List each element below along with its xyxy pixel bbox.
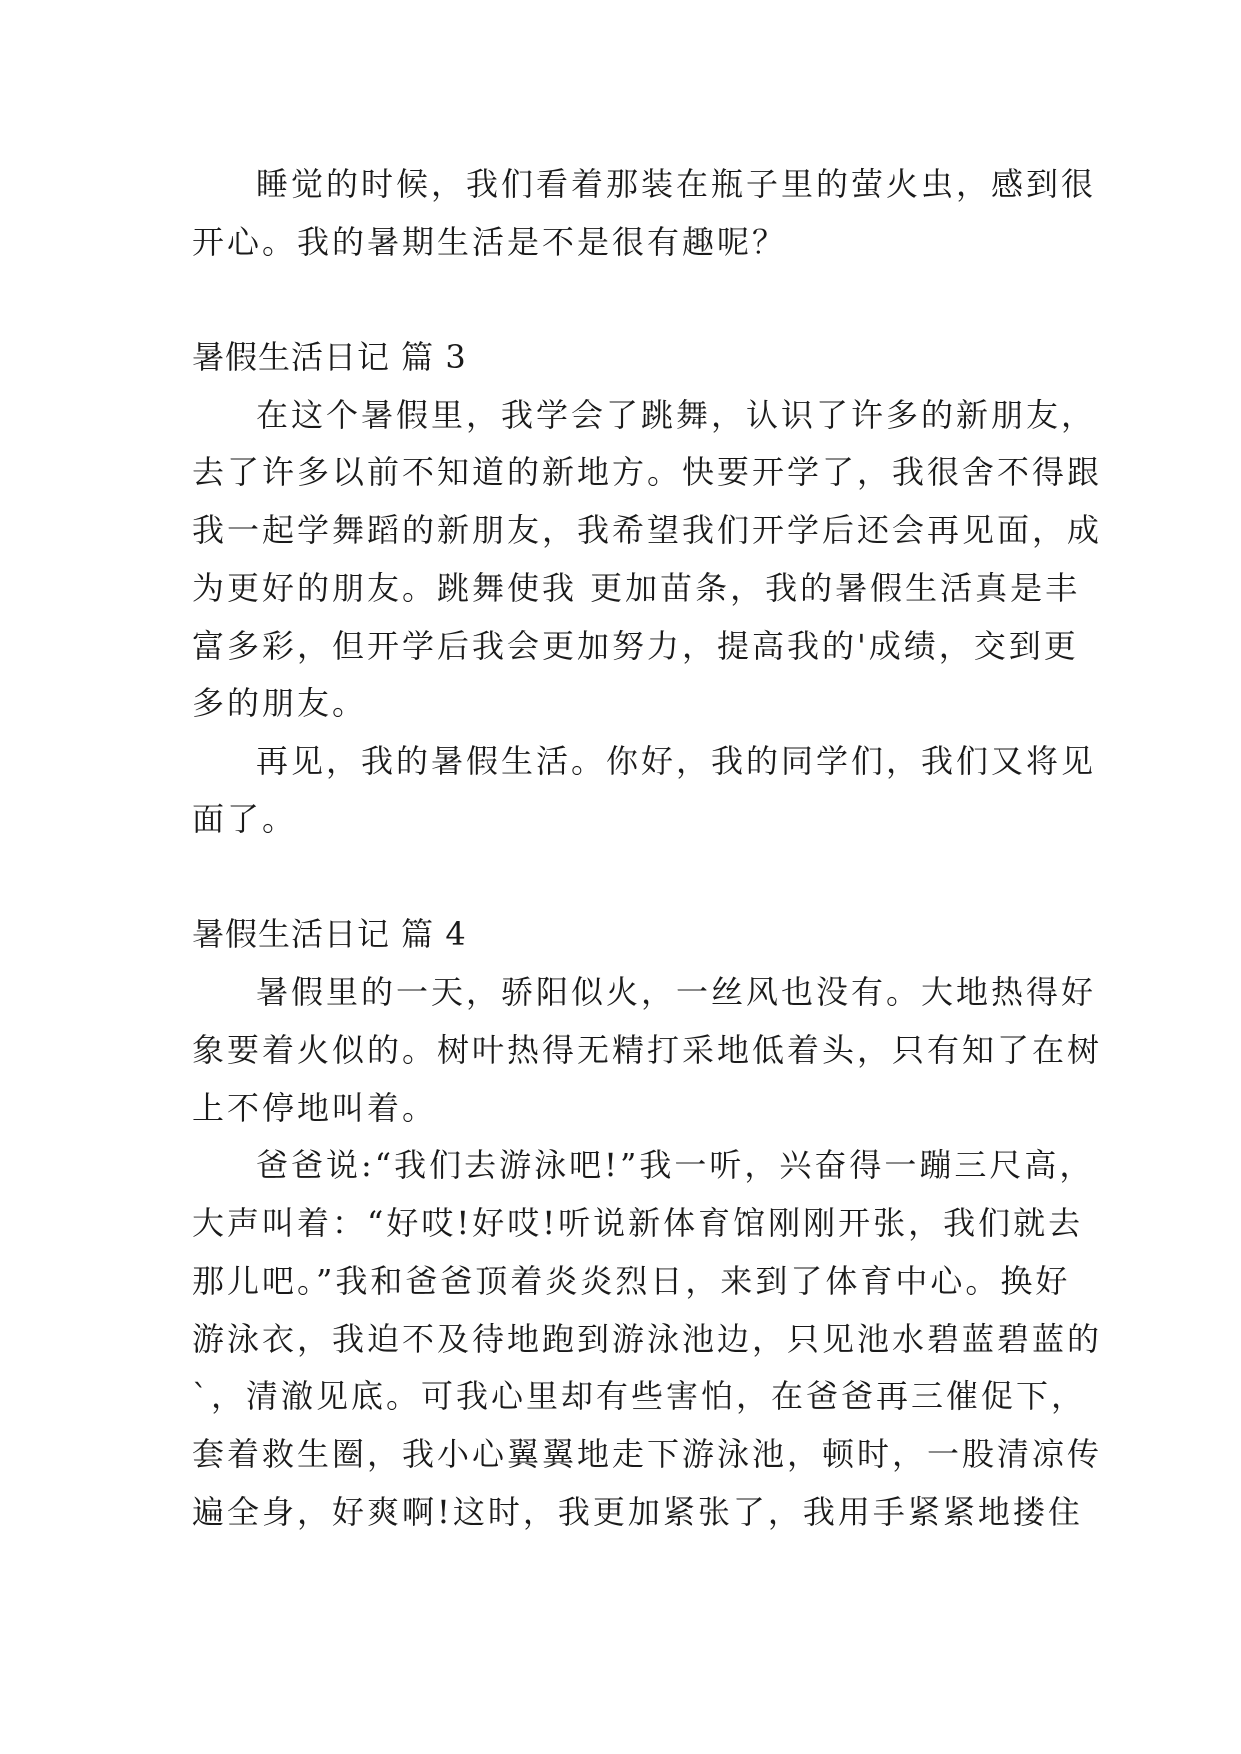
paragraph-line: 再见，我的暑假生活。你好，我的同学们，我们又将见	[256, 742, 1097, 780]
paragraph-line: 为更好的朋友。跳舞使我 更加苗条，我的暑假生活真是丰	[192, 569, 1081, 607]
section-title-3: 暑假生活日记 篇 3	[192, 338, 467, 376]
paragraph-line: 暑假里的一天，骄阳似火，一丝风也没有。大地热得好	[256, 973, 1097, 1011]
paragraph-line: 爸爸说:“我们去游泳吧!”我一听，兴奋得一蹦三尺高，	[256, 1146, 1095, 1184]
paragraph-line: 象要着火似的。树叶热得无精打采地低着头，只有知了在树	[192, 1031, 1103, 1069]
paragraph-line: 睡觉的时候，我们看着那装在瓶子里的萤火虫，感到很	[256, 165, 1097, 203]
paragraph-line: 在这个暑假里，我学会了跳舞，认识了许多的新朋友，	[256, 396, 1097, 434]
section-title-4: 暑假生活日记 篇 4	[192, 915, 467, 953]
paragraph-line: 游泳衣，我迫不及待地跑到游泳池边，只见池水碧蓝碧蓝的	[192, 1320, 1103, 1358]
paragraph-line: 面了。	[192, 800, 298, 838]
paragraph-line: 多的朋友。	[192, 684, 368, 722]
paragraph-line: 遍全身，好爽啊!这时，我更加紧张了，我用手紧紧地搂住	[192, 1493, 1083, 1531]
paragraph-line: 上不停地叫着。	[192, 1089, 438, 1127]
paragraph-line: 套着救生圈，我小心翼翼地走下游泳池，顿时，一股清凉传	[192, 1435, 1103, 1473]
paragraph-line: 富多彩，但开学后我会更加努力，提高我的'成绩，交到更	[192, 627, 1079, 665]
paragraph-line: 那儿吧。”我和爸爸顶着炎炎烈日，来到了体育中心。换好	[192, 1262, 1071, 1300]
paragraph-line: `，清澈见底。可我心里却有些害怕，在爸爸再三催促下，	[192, 1377, 1087, 1415]
paragraph-line: 大声叫着：“好哎!好哎!听说新体育馆刚刚开张，我们就去	[192, 1204, 1084, 1242]
paragraph-line: 我一起学舞蹈的新朋友，我希望我们开学后还会再见面，成	[192, 511, 1103, 549]
paragraph-line: 开心。我的暑期生活是不是很有趣呢？	[192, 223, 788, 261]
paragraph-line: 去了许多以前不知道的新地方。快要开学了，我很舍不得跟	[192, 453, 1103, 491]
